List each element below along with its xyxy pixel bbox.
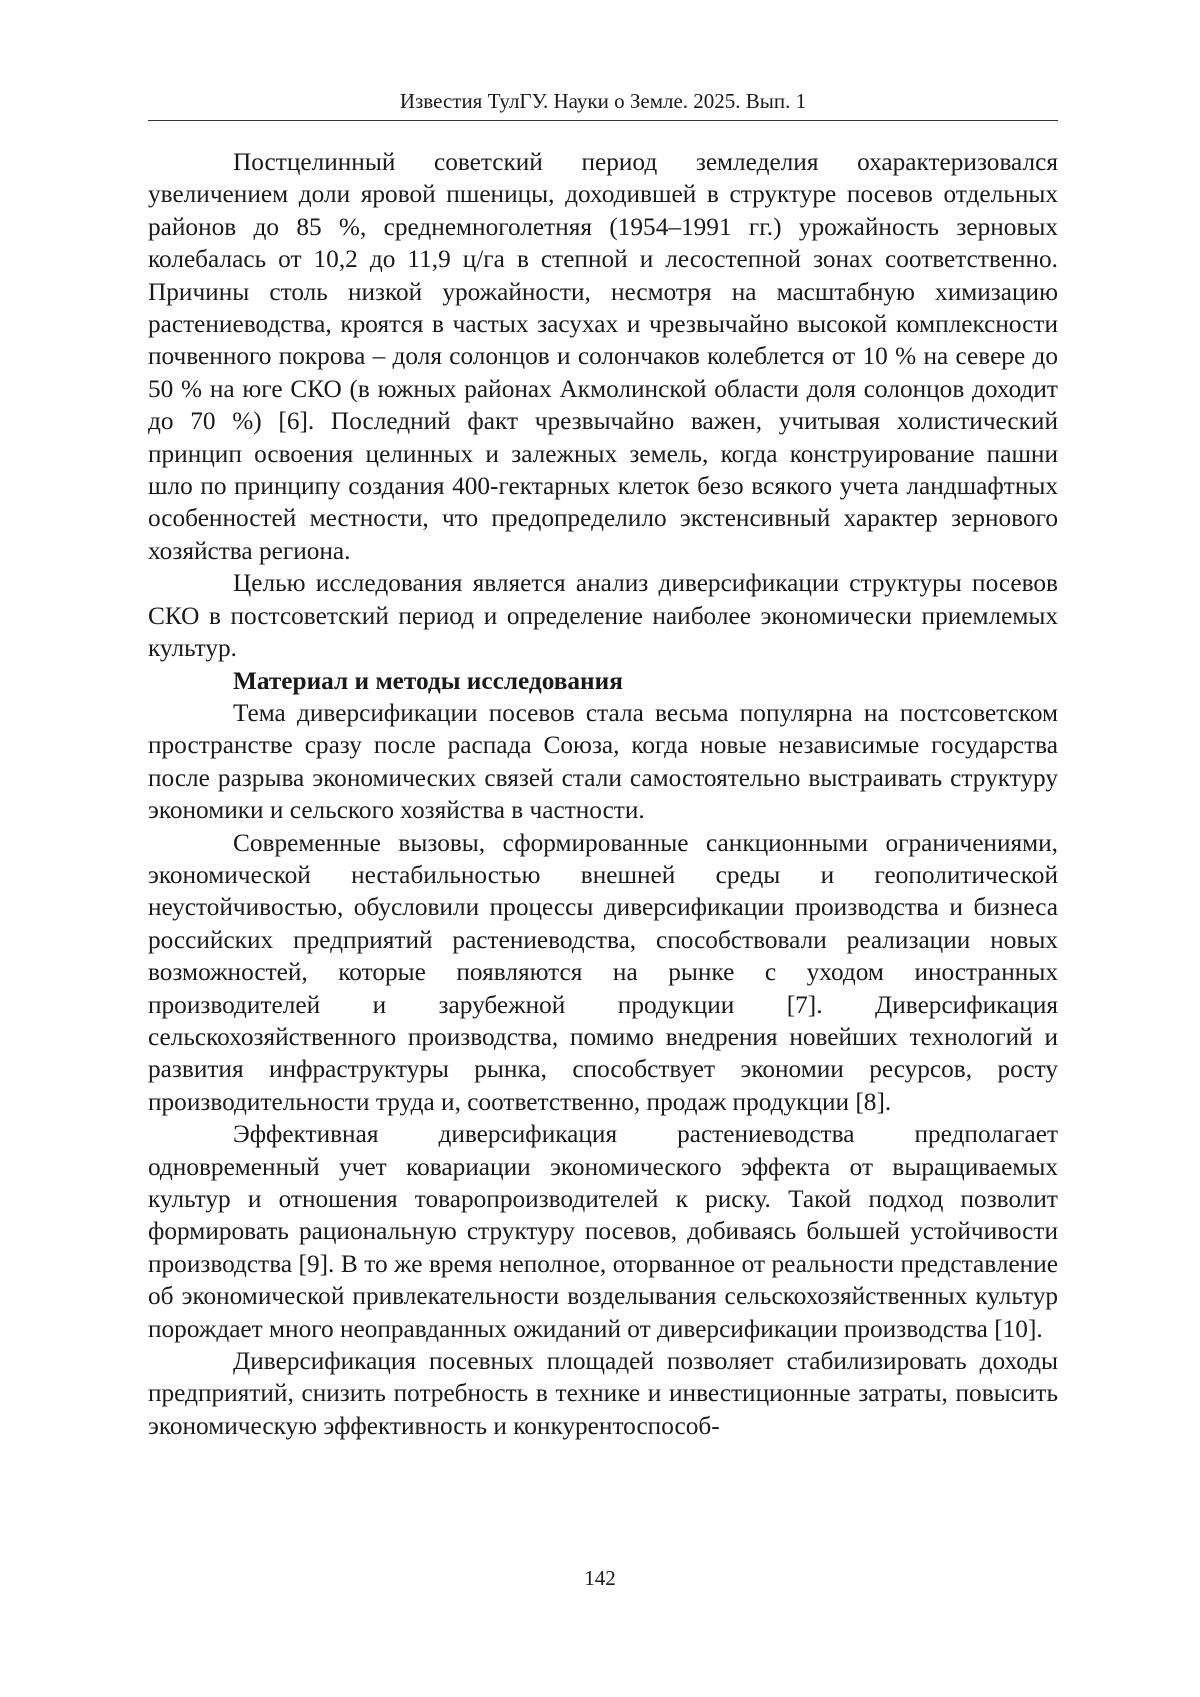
article-body [148, 146, 1058, 1442]
page-number: 142 [584, 1566, 616, 1590]
paragraph-diversification-topic: Тема диверсификации посевов стала весьма популярна на постсоветском пространстве сразу после распада Союза, когда новые независимые государства после разрыва экономических связей стали самостоятельно выстраивать структуру экономики и сельского хозяйства в частности. [148, 698, 1058, 825]
paragraph-post-virgin-period: Постцелинный советский период земледелия охарактеризовался увеличением доли яровой пшеницы, доходившей в структуре посевов отдельных районов до 85 %, среднемноголетняя (1954–1991 гг.) урожайность зерновых колебалась от 10,2 до 11,9 ц/га в степной и лесостепной зонах соответственно. Причины столь низкой урожайности, несмотря на масштабную химизацию растениеводства, кроятся в частых засухах и чрезвычайно высокой комплексности почвенного покрова – доля солонцов и солончаков колеблется от 10 % на севере до 50 % на юге СКО (в южных районах Акмолинской области доля солонцов доходит до 70 %) [6]. Последний факт чрезвычайно важен, учитывая холистический принцип освоения целинных и залежных земель, когда конструирование пашни шло по принципу создания 400-гектарных клеток безо всякого учета ландшафтных особенностей местности, что предопределило экстенсивный характер зернового хозяйства региона. [148, 148, 1058, 565]
paragraph-sown-area-diversification: Диверсификация посевных площадей позволяет стабилизировать доходы предприятий, снизить потребность в технике и инвестиционные затраты, повысить экономическую эффективность и конкурентоспособ- [148, 1347, 1058, 1440]
section-heading-materials-methods: Материал и методы исследования [233, 666, 623, 695]
paragraph-research-goal: Целью исследования является анализ диверсификации структуры посевов СКО в постсоветский период и определение наиболее экономически приемлемых культур. [148, 569, 1058, 663]
paragraph-modern-challenges: Современные вызовы, сформированные санкционными ограничениями, экономической нестабильностью внешней среды и геополитической неустойчивостью, обусловили процессы диверсификации производства и бизнеса российских предприятий растениеводства, способствовали реализации новых возможностей, которые появляются на рынке с уходом иностранных производителей и зарубежной продукции [7]. Диверсификация сельскохозяйственного производства, помимо внедрения новейших технологий и развития инфраструктуры рынка, способствует экономии ресурсов, росту производительности труда и, соответственно, продаж продукции [8]. [148, 828, 1058, 1116]
paragraph-effective-diversification: Эффективная диверсификация растениеводства предполагает одновременный учет ковариации экономического эффекта от выращиваемых культур и отношения товаропроизводителей к риску. Такой подход позволит формировать рациональную структуру посевов, добиваясь большей устойчивости производства [9]. В то же время неполное, оторванное от реальности представление об экономической привлекательности возделывания сельскохозяйственных культур порождает много неоправданных ожиданий от диверсификации производства [10]. [148, 1120, 1058, 1343]
running-header: Известия ТулГУ. Науки о Земле. 2025. Вып. 1 [148, 88, 1058, 121]
